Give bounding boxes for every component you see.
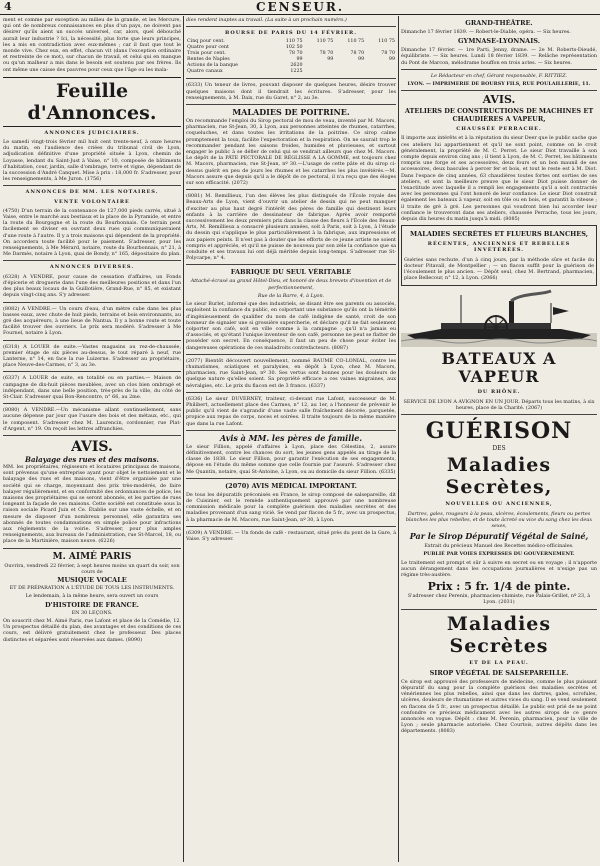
ad-heading: MALADIES SECRÈTES ET FLUEURS BLANCHES, [410, 230, 588, 239]
bourse-value: 110 75 [285, 39, 303, 45]
bourse-value: 110 75 [347, 39, 365, 45]
column-middle [186, 17, 396, 862]
theatre-heading: GRAND-THÉÂTRE. [465, 19, 533, 27]
divider [186, 478, 396, 479]
divider [401, 69, 597, 70]
divider [3, 403, 181, 404]
bourse-value: 110 75 [378, 39, 395, 45]
bourse-value: 99 [358, 57, 365, 63]
ad-text: Le lendemain, à la même heure, sera ouvert un cours [25, 593, 159, 600]
ad-text: S'adresser chez Perenin, pharmacien-chimiste, rue Palais-Grillet, nº 23, à Lyon. (2031) [407, 593, 591, 606]
divider [186, 354, 396, 355]
ad-text: EN 30 LEÇONS. [71, 609, 113, 616]
ad-text: On souscrit chez M. Aimé Paris, rue Lafont et place de la Comédie, 12. Un prospectus détaillé du plan, des avantages et des conditions de ces cours, est délivré gratuitement chez le professeur. Des places distinctes et séparées sont réservées aux dames. (8090) [3, 618, 181, 643]
theatre-listing: Dimanche 17 février. — 1re Parti, Jenny, drame. — 2e M. Roberts-Dieudé, équilibriste. — Six heures. Lundi 18 février 1839. — Relâche représentation du Pont de Marcon, mélodrame bouffon en trois actes. — Six heures. [401, 47, 597, 66]
ad-heading: Maladies Secrètes, [445, 454, 553, 499]
notice-heading: VENTE VOLONTAIRE [54, 198, 130, 205]
bourse-label: Quatre canaux [187, 69, 223, 75]
ad-subheading: Attaché-écrasé au grand Hôtel-Dieu, et honoré de deux brevets d'invention et de perfectionnement, [190, 278, 392, 291]
ad-heading: Maladies Secrètes [446, 612, 552, 657]
steamboat-illustration [401, 289, 597, 347]
divider [401, 414, 597, 415]
divider [3, 260, 181, 261]
notice: (6336) Le sieur DUVERNEY, traiteur, ci-devant rue Lafont, successeur de M. Philibert, actuellement place des Carmes, n° 12, au 1er, a l'honneur de prévenir le public qu'il vient de s'agrandir d'une vaste salle fraîchement décorée, parquetée, propice aux repas de corps, noces et soirées. Il traite toujours de la même manière que dans la rue Lafont. [186, 395, 396, 427]
ad-subheading: ET DE LA PEAU. [469, 659, 529, 666]
bourse-value: 1225 [290, 69, 303, 75]
ad-text: DES [492, 445, 506, 453]
divider [186, 430, 396, 431]
divider [401, 90, 597, 91]
avis-heading: AVIS. [71, 438, 113, 455]
ad-text: Guéries sans rechute, d'un à cinq jours, par la méthode sûre et facile du docteur Pitavall, de Montpellier ; — un flacon suffit pour la guérison de l'écoulement le plus ancien. — Dépôt seul, chez M. Bertrand, pharmacien, place Bellecour, n° 12, à Lyon. (2066) [404, 256, 594, 282]
ad-text: Ouvrira, vendredi 22 février, à sept heures moins un quart du soir, son cours de [4, 562, 180, 575]
column-rule [398, 16, 399, 862]
divider [186, 26, 396, 27]
section-title: Feuille d'Annonces. [3, 77, 181, 127]
ad-text: Le sieur Burlet, informé que des industriels, se disant être ses parents ou associés, exploitent la confiance du public, en colportant une substance qu'ils ont la témérité d'ingénieusement de qualifier du nom de café indigène de santé, croit de son honneur de signaler une si grossière supercherie, et déclare qu'il ne fait seulement colporter son café, soit en ville comme à la campagne ; qu'il n'a jamais eu d'associés, et qu'étant l'unique inventeur de son café, personne ne peut se flatter de posséder son secret. En conséquence, il faut un peu de chose pour éviter les dangereuses opérations de ces maladroits contrefacteurs. (8087) [186, 301, 396, 351]
divider [186, 526, 396, 527]
notice: (8082) A VENDRE.— Un cours d'eau, d'un mètre cube dans les plus basses eaux, avec chute de huit pieds, terrains et bois environnants, au gré des acquéreurs, à une lieue de Nantua. Il y a bonne route et toute facilité trouver des ouvriers. Le prix sera modéré. S'adresser à Me Fournel, notaire à Lyon. [3, 305, 181, 337]
ad-text: Le sieur Fillion, appelé d'affaires à Lyon, place des Célestins, 2, assure définitivement, contre les chances du sort, les jeunes gens appelés au tirage de la classe de 1838. Le sieur Fillion, pour garantir l'exécution de ses engagements, dépose en l'étude du même somme que celle fournie par l'assuré. S'adresser chez Me Quantin, notaire, quai St-Antoine, à Lyon, ou au domicile du sieur Fillion. (6335) [186, 443, 396, 475]
price: Prix : 5 fr. 1/4 de pinte. [427, 580, 571, 594]
article-continuation: dies rendent inaptes au travail. (La suite à un prochain numéro.) [186, 17, 347, 23]
ad-text: PUBLIÉ PAR VOIES EXPRESSES DU GOUVERNEMENT. [423, 551, 575, 558]
section-subheading: ANNONCES DIVERSES. [49, 264, 135, 271]
avis-heading: AVIS. [482, 93, 516, 107]
ad-heading: BATEAUX A VAPEUR [441, 349, 557, 387]
bourse-value: 99 [327, 57, 334, 63]
notice: (6318) A LOUER de suite.—Vastes magasins au rez-de-chaussée, premier étage de six pièces au-dessus, le tout réparé à neuf, rue Lanterne, n° 14, en face la rue Luizerne. S'adresser au propriétaire, place Neuve-des-Carmes, n° 3, au 3e. [3, 343, 181, 369]
ad-heading: Par le Sirop Dépuratif Végétal de Sainé, [409, 531, 589, 542]
ad-heading: Avis à MM. les pères de famille. [219, 432, 363, 443]
masthead [0, 0, 600, 15]
divider [186, 264, 396, 265]
ad-text: Dartres, gales, rougeurs à la peau, ulcères, écoulements, fleurs ou pertes blanches les plus rebelles, et de toute âcreté ou vice du sang chez les deux sexes, [405, 510, 593, 529]
divider [3, 302, 181, 303]
bourse-label: Actions de la banque [187, 63, 238, 69]
page-number: 4 [4, 0, 12, 13]
ad-text: MUSIQUE VOCALE [57, 576, 127, 584]
bourse-value: 78 70 [381, 51, 395, 57]
ad-address: Rue de la Barre, 4, à Lyon. [257, 292, 325, 299]
ad-heading: GUÉRISON [425, 418, 573, 445]
notice: (4750) D'un terrain de la contenance de 127,000 pieds carrés, situé à Vaise, entre le marché aux bestiaux et la place de la Pyramide, et entre la route du Bourgogne et la route du Bourbonnais. Ce terrain peut facilement se diviser en ouvrant deux rues qui communiqueraient d'une route à l'autre. Il y a trois maisons qui dépendent de la propriété. On accordera toute facilité pour le paiement. S'adresser, pour les renseignements, à Me Mérard, notaire, route du Bourbonnais, n° 21, à Me Darmès, notaire à Lyon, quai de Bondy, n° 165, dépositaire du plan. [3, 207, 181, 258]
bourse-value: 102 50 [285, 45, 303, 51]
divider [186, 189, 396, 190]
ad-heading: FABRIQUE DU SEUL VÉRITABLE [230, 268, 352, 277]
article-continuation: ment et comme par exception au milieu de la grande, et les Mercure, qui ont de nombreux connaissances en plus d'un pays, ne doivent pas désirer qu'ils aient un succès universel, car, alors, quel débouché aurait leur industrie ? Ici, la nécessité, plus forte que leurs principes, les a mis en contradiction avec eux-mêmes ; car il faut que tout le monde vive. Chez eux, en effet, chacun vit (dans l'exception ordinaire et restreinte de ce mot), sur chacun de travail, et celui qui en manque ou qu'un malheur a mis dans le besoin est soutenu par ses frères. Ils ont même une caisse des pauvres pour ceux que l'âge ou les mala- [3, 17, 181, 73]
ad-subheading: DU RHÔNE. [477, 389, 521, 396]
ad-text: ET DE PRÉPARATION A L'ÉTUDE DE TOUS LES INSTRUMENTS. [9, 585, 175, 592]
notice: (6328) A VENDRE, pour cause de cessation d'affaires, un Fonds d'épicerie et droguerie dans l'une des meilleures positions et dans l'un des plus beaux locaux de la Guillotière, Grand-Rue, n° 85, et existant depuis vingt-cinq ans. S'y adresser. [3, 273, 181, 299]
notice: (8081) M. Remillieux, l'un des élèves les plus distingués de l'École royale des Beaux-Arts de Lyon, vient d'ouvrir un atelier de dessin qui ne peut manquer d'exciter au plus haut degré l'intérêt des pères de famille qui destinent leurs enfants à la carrière de dessinateur de fabrique. Après avoir remporté successivement les deux premiers prix dans la classe des fleurs à l'École des Beaux-Arts, M. Remillieux a consacré plusieurs années, soit à Paris, soit à Lyon, à l'étude du dessin qui s'applique le plus particulièrement à la fabrique, aux impressions et aux papiers peints. Il n'est pas à douter que les efforts de ce jeune artiste ne soient compris et appréciés, et qu'il ne puisse de nouveau par son zèle la confiance que sa conduite et ses travaux lui ont déjà méritée depuis long-temps. S'adresser rue St-Polycarpe, n° 4. [186, 193, 396, 262]
bourse-value: 99 [388, 57, 395, 63]
bourse-table [186, 39, 396, 75]
newspaper-title: CENSEUR. [255, 0, 345, 14]
ad-text: On recommande l'emploi du Sirop pectoral de mou de veau, inventé par M. Macors, pharmacien, rue St-Jean, 30, à Lyon, aux personnes atteintes de rhumes, catarrhes, coqueluches, et dans toutes les irritations de la poitrine. Ce sirop calme promptement la toux, facilite l'expectoration et la respiration. On ne saurait trop le recommander pendant les saisons froides, humides et pluvieuses, et surtout engager le public à se défier de celui qui se vendrait ailleurs que chez M. Macors. Le dépôt de la PÂTE PECTORALE DE RÉGLISSE A LA GOMME, est toujours chez M. Macors, pharmacien, rue St-Jean, nº 30.—L'usage de cette pâte et du sirop ci-dessus guérit en peu de jours les rhumes et les catarrhes les plus invétérés.—M. Macors assure que depuis qu'il a le dépôt de ce pectoral, il n'a reçu que des éloges sur son efficacité. (2072) [186, 118, 396, 187]
divider [3, 185, 181, 186]
divider [186, 104, 396, 105]
ad-text: De tous les dépuratifs préconisés en France, le sirop composé de salsepareille, dit de Cuisinier, est le remède authentiquement approuvé par une nombreuse commission médicale pour la complète guérison des maladies secrètes et des maladies provenant d'un sang vicié. Se vend par flacon de 5 fr., avec un prospectus, à la pharmacie de M. Macors, rue Saint-Jean, nº 30, à Lyon. [186, 491, 396, 523]
notice: (8080) A VENDRE.—Un mécanisme allant continuellement, sans aucune dépense par jour que l'usure des bois et des métaux, etc., qui le composent. S'adresser chez M. Laurencin, cordonnier, rue Plat-d'Argent, n° 19. On reçoit les lettres affranchies. [3, 407, 181, 432]
column-rule [183, 16, 184, 862]
notice: Le samedi vingt-trois février mil huit cent trente-neuf, à onze heures du matin, en l'audience des criées du tribunal civil de Lyon, adjudication définitive d'une propriété située à Lyon, chemin de Loyasse, lendant du Saint-Just à Vaise, n° 10, composée de bâtiments d'habitation, cour, jardin, salle d'ombrage, terre et vigne, dépendant de la succession d'André Canquet. Mise à prix : 18,000 fr. S'adresser, pour les renseignements, à Me Juron. (1756) [3, 139, 181, 183]
ad-subheading: SIROP VÉGÉTAL DE SALSEPAREILLE. [429, 668, 569, 677]
divider [186, 392, 396, 393]
bourse-label: Quatre pour cent [187, 45, 229, 51]
notice: (6333) Un teneur de livres, pouvant disposer de quelques heures, désire trouver quelques maisons dont il tiendrait les écritures. S'adresser, pour les renseignements, à M. Daix, rue du Garet, n° 2, au 3e. [186, 82, 396, 101]
bourse-label: Trois pour cent. [187, 51, 226, 57]
divider [186, 78, 396, 79]
bourse-value: 110 75 [316, 39, 334, 45]
notice: (6337) A LOUER de suite, en totalité ou en parties.— Maison de campagne de dix-huit pièces meublées, avec un clos bien ombragé et indépendant, dans une belle position, très-près de la ville, du côté de St-Clair. S'adresser quai Bon-Rencontre, n° 66, au 2me. [3, 375, 181, 400]
ad-subheading: RÉCENTES, ANCIENNES ET REBELLES INVÉTÉRÉES. [427, 241, 571, 254]
bourse-label: Cinq pour cent. [187, 39, 225, 45]
ad-text: Ce sirop est approuvé des professeurs de médecine, comme le plus puissant dépuratif du sang pour la complète guérison des maladies secrètes et vénériennes les plus rebelles, ainsi que dans les dartres, gales, scrofules, ulcères, douleurs de rhumatisme et autres vices du sang. Il se vend seulement en flacons de 5 fr., avec un prospectus détaillé. Le public est prié de ne point confondre ce précieux médicament avec les autres sirops de ce genre annoncés en vogue. Dépôt : chez M. Perenin, pharmacien, pour la ville de Lyon ; seule pharmacie autorisée. Chez Courtois, autres dépôts dans les départements. (8083) [401, 678, 597, 735]
divider [3, 435, 181, 436]
ad-heading: ATELIERS DE CONSTRUCTIONS DE MACHINES ET CHAUDIÈRES A VAPEUR, [404, 107, 594, 124]
column-left [3, 17, 181, 862]
ad-subheading: CHAUSSÉE PERRACHE. [456, 126, 542, 133]
ad-text: Il importe aux intérêts et à la réputation du sieur Deer que le public sache que ces ateliers lui appartiennent et qu'il ne sont point, comme on le croit généralement, la propriété de M. C. Perret. Le sieur Diot travaille à son compte depuis environ cinq ans ; il tient à Lyon, de M. C. Perret, les bâtiments rompris une forge et ses accessoires, deux fours et un bon maunil de ses accessoires, deux bascules à percer fer et bois, et tout le reste est à M. Diot. Dans l'espace de cinq années, 63 chaudières toutes fortes ont sorties de ses ateliers, et sont la meilleure preuve que le sieur Diot puisse donner de l'exactitude avec laquelle il a rempli les engagements qu'il a soit contractés avec les personnes qui l'ont honoré de leur confiance. Le sieur Diot construit également les bateaux à vapeur, soit en tôle ou en bois, et garantit la vitesse ; il traite de gré à gré. Les personnes qui voudront bien lui accorder leur confiance le trouveront dans ses ateliers, chaussée Perrache, tous les jours, depuis dix heures du matin jusqu'à midi. (8085) [401, 135, 597, 223]
bourse-heading: BOURSE DE PARIS DU 14 FÉVRIER. [225, 30, 357, 37]
ad-text: D'HISTOIRE DE FRANCE. [45, 600, 139, 609]
notice: (6309) A VENDRE. — Un fonds de café - restaurant, situé près du pont de la Gare, à Vaise. S'y adresser. [186, 529, 396, 542]
ad-text: SERVICE DE LYON A AVIGNON EN UN JOUR. Départs tous les matins, à six heures, place de la Charité. (2067) [403, 398, 595, 411]
bourse-value: 78 70 [350, 51, 365, 57]
ad-heading: (2070) AVIS MÉDICAL IMPORTANT. [225, 481, 357, 490]
section-subheading: ANNONCES DE MM. LES NOTAIRES. [25, 189, 159, 196]
bourse-value: 2620 [290, 63, 303, 69]
ad-text: Le traitement est prompt et sûr à suivre en secret ou en voyage ; il n'apporte aucun dérangement dans les occupations journalières et n'exige pas un régime très-austère. [401, 559, 597, 578]
bourse-value: 78 70 [288, 51, 303, 57]
bourse-row [186, 69, 396, 75]
divider [3, 548, 181, 549]
divider [3, 340, 181, 341]
column-right [401, 17, 597, 862]
theatre-heading: GYMNASE-LYONNAIS. [458, 37, 540, 46]
bourse-value: 78 70 [319, 51, 334, 57]
ad-heading: M. AIMÉ PARIS [52, 551, 132, 562]
bourse-label: Rentes de Naples [187, 57, 230, 63]
bourse-value [365, 69, 396, 75]
theatre-listing: Dimanche 17 février 1839. — Robert-le-Diable, opéra. — Six heures. [401, 29, 571, 35]
bourse-value [334, 69, 365, 75]
bourse-value [304, 69, 335, 75]
ad-heading: MALADIES DE POITRINE. [232, 107, 350, 118]
ad-subheading: NOUVELLES OU ANCIENNES, [445, 501, 553, 508]
ad-box [401, 225, 597, 286]
notice: (2077) Bientôt découvert nouvellement, nommé BAUME CO-LONIAL, contre les rhumatismes, sciatiques et paralysies, en dépôt à Lyon, chez M. Macors, pharmacien, rue Saint-Jean, nº 30. Ses vertus sont bonnes pour les douleurs de quelque nature qu'elles soient. Sa propriété efficace a ces vaines migraines, aux névralgies, etc. Le prix du flacon est de 3 francs. (6337) [186, 357, 396, 389]
gerant-line: Le Rédacteur en chef, Gérant responsable, F. RITTIEZ. [430, 72, 568, 79]
bourse-value: 99 [296, 57, 303, 63]
divider [3, 371, 181, 372]
imprint-line: LYON. — IMPRIMERIE DE BOURSY FILS, RUE POULAILLERIE, 11. [407, 81, 591, 88]
ad-text: Extrait du précieux Manuel des Recettes médico-officinales. [424, 543, 574, 550]
notice: MM. les propriétaires, régisseurs et locataires principaux de maisons, sont prévenus qu'une entreprise ayant pour objet le nettoiement et le balayage des rues et des maisons, vient d'être organisée par une société qui se charge, moyennant des prix très-modérés, de faire balayer régulièrement, et en conformité des ordonnances de police, les maisons des propriétaires qui se seront abonnés, et les parties de rues longeant la façade de ces maisons. Cette société est constituée sous la raison sociale Picard Juin et Ce. Établie sur une vaste échelle, et en mesure de disposer d'un nombreux personnel, elle garantira ses abonnés de toutes condamnations en simple police pour infractions aux règlements de la voirie. S'adresser, pour plus amples renseignements, aux bureaux de l'administration, rue St-Marcel, 18, ou place de la Martinière, maison neuve. (6226) [3, 463, 181, 545]
avis-subheading: Balayage des rues et des maisons. [25, 454, 159, 464]
section-subheading: ANNONCES JUDICIAIRES. [44, 129, 140, 136]
divider [401, 609, 597, 610]
